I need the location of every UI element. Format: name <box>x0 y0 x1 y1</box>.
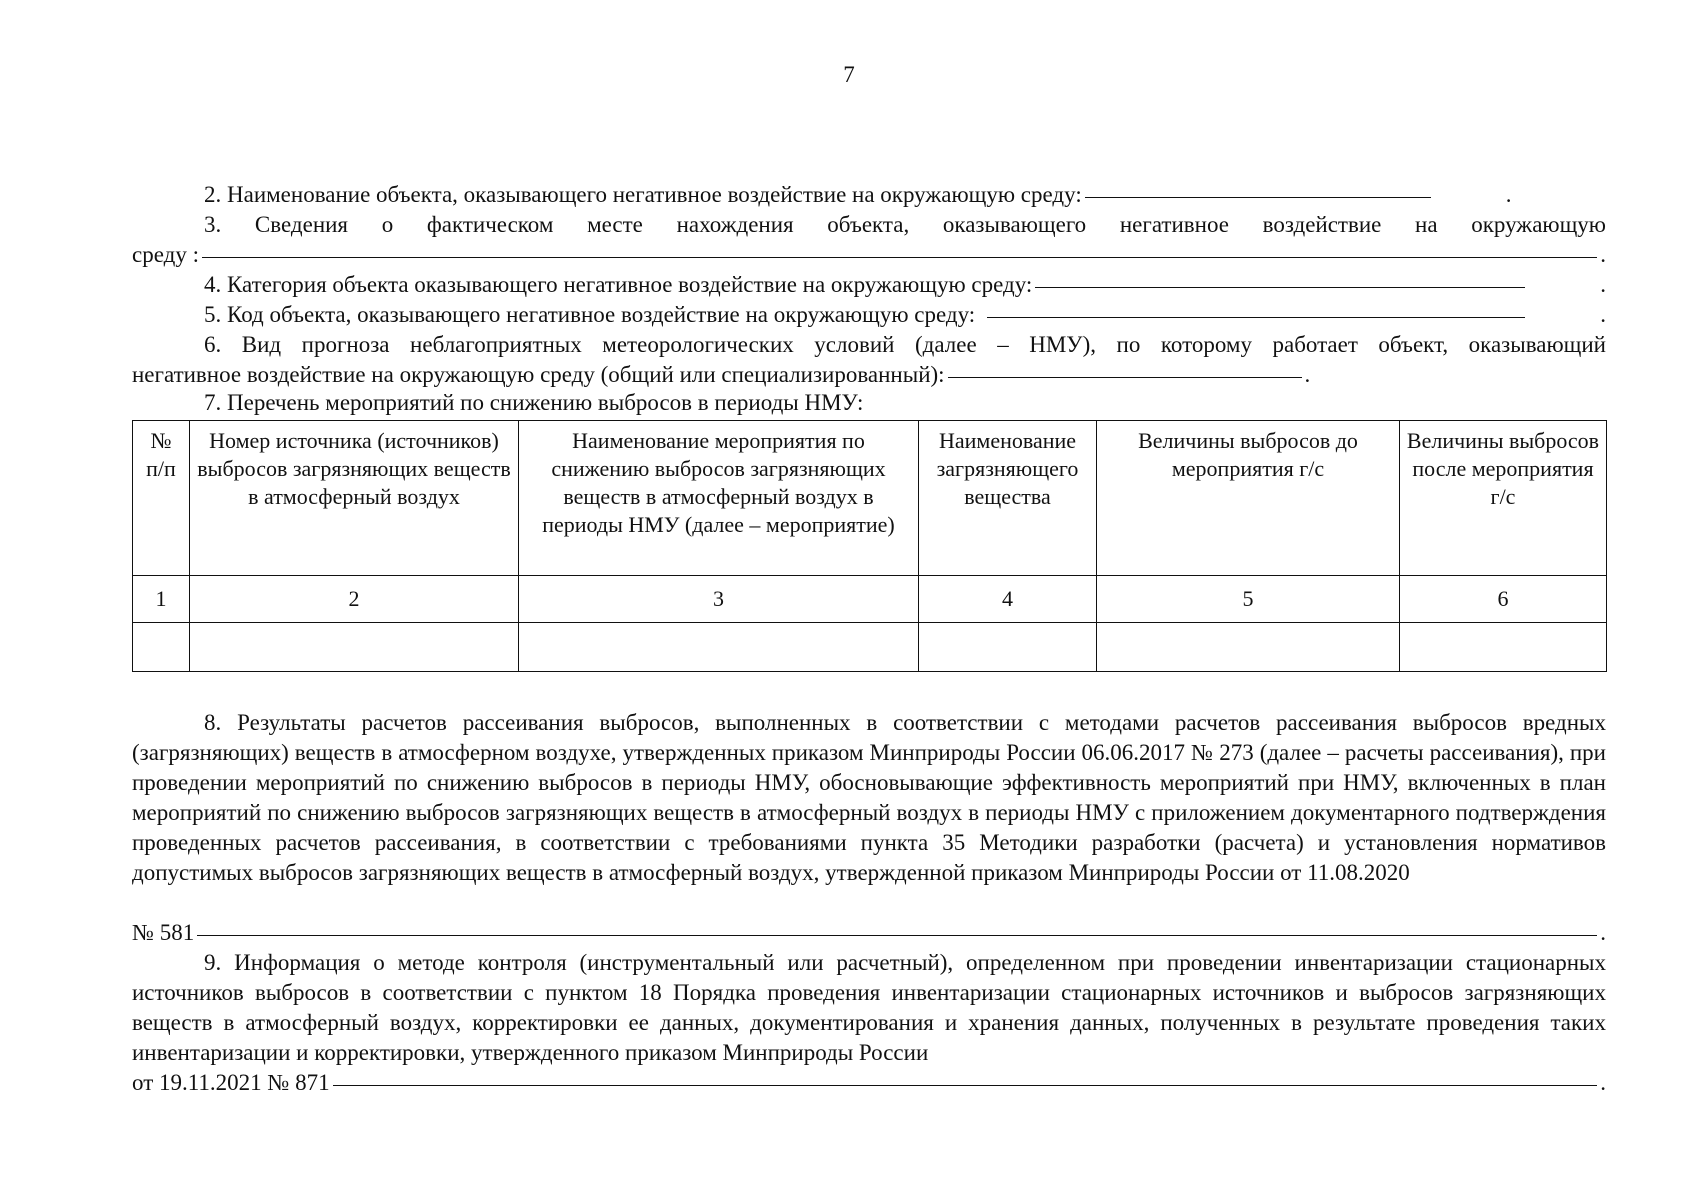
item-4 <box>132 270 1606 300</box>
item-8-text: 8. Результаты расчетов рассеивания выбросов, выполненных в соответствии с методами расчетов рассеивания выбросов вредных (загрязняющих) веществ в атмосферном воздухе, утвержденных приказом Минприроды России 06.06.2017 № 273 (далее – расчеты рассеивания), при проведении мероприятий по снижению выбросов в периоды НМУ, обосновывающие эффективность мероприятий при НМУ, включенных в план мероприятий по снижению выбросов загрязняющих веществ в атмосферный воздух в периоды НМУ с приложением документарного подтверждения проведенных расчетов рассеивания, в соответствии с требованиями пункта 35 Методики разработки (расчета) и установления нормативов допустимых выбросов загрязняющих веществ в атмосферный воздух, утвержденной приказом Минприроды России от 11.08.2020 <box>132 710 1606 885</box>
header-measure: Наименование мероприятия по снижению выбросов загрязняющих веществ в атмосферный воздух в периоды НМУ (далее – мероприятие) <box>519 421 919 576</box>
item-8-dot: . <box>1600 920 1606 945</box>
empty-cell <box>1400 623 1607 672</box>
item-4-text: 4. Категория объекта оказывающего негативное воздействие на окружающую среду: <box>204 272 1033 297</box>
column-number-cell: 6 <box>1400 576 1607 623</box>
column-number-cell: 3 <box>519 576 919 623</box>
item-5 <box>132 300 1606 330</box>
item-3-text: среду : <box>132 242 199 267</box>
item-3-line2 <box>132 240 1606 270</box>
item-6-text: негативное воздействие на окружающую среду (общий или специализированный): <box>132 362 945 387</box>
item-3-dot: . <box>1600 242 1606 267</box>
item-5-text: 5. Код объекта, оказывающего негативное воздействие на окружающую среду: <box>204 302 976 327</box>
header-emissions-before: Величины выбросов до мероприятия г/с <box>1097 421 1400 576</box>
item-9-dot: . <box>1600 1070 1606 1095</box>
item-8-tail-text: № 581 <box>132 920 195 945</box>
item-8-blank <box>197 934 1597 936</box>
empty-cell <box>1097 623 1400 672</box>
empty-cell <box>519 623 919 672</box>
empty-cell <box>919 623 1097 672</box>
item-5-dot: . <box>1600 302 1606 327</box>
empty-cell <box>190 623 519 672</box>
empty-cell <box>133 623 190 672</box>
column-number-cell: 1 <box>133 576 190 623</box>
header-pollutant: Наименование загрязняющего вещества <box>919 421 1097 576</box>
item-9-text: 9. Информация о методе контроля (инструментальный или расчетный), определенном при проведении инвентаризации стационарных источников выбросов в соответствии с пунктом 18 Порядка проведения инвентаризации стационарных источников и выбросов загрязняющих веществ в атмосферный воздух, корректировки ее данных, документирования и хранения данных, полученных в результате проведения таких инвентаризации и корректировки, утвержденного приказом Минприроды России <box>132 950 1606 1065</box>
item-7: 7. Перечень мероприятий по снижению выбросов в периоды НМУ: <box>204 390 864 415</box>
item-5-blank <box>987 316 1525 318</box>
item-6-dot: . <box>1304 362 1311 387</box>
item-9-tail <box>132 1068 1606 1098</box>
item-2-blank <box>1085 196 1431 198</box>
item-9-tail-text: от 19.11.2021 № 871 <box>132 1070 330 1095</box>
item-6-line1: 6. Вид прогноза неблагоприятных метеорологических условий (далее – НМУ), по которому работает объект, оказывающий <box>204 332 1606 357</box>
header-emissions-after: Величины выбросов после мероприятия г/с <box>1400 421 1607 576</box>
item-2-text: 2. Наименование объекта, оказывающего негативное воздействие на окружающую среду: <box>204 182 1082 207</box>
measures-table <box>132 420 1607 672</box>
item-6-line2 <box>132 360 1606 390</box>
column-number-cell: 4 <box>919 576 1097 623</box>
item-8-tail <box>132 918 1606 948</box>
column-number-cell: 2 <box>190 576 519 623</box>
column-number-cell: 5 <box>1097 576 1400 623</box>
item-4-blank <box>1035 286 1525 288</box>
table-header-row <box>133 421 1607 576</box>
item-2-dot: . <box>1505 182 1512 207</box>
item-2 <box>132 180 1606 210</box>
table-empty-row <box>133 623 1607 672</box>
item-6-blank <box>948 376 1302 378</box>
item-9-blank <box>333 1084 1598 1086</box>
header-number: № п/п <box>133 421 190 576</box>
table-column-numbers-row <box>133 576 1607 623</box>
item-3-line1: 3. Сведения о фактическом месте нахождения объекта, оказывающего негативное воздействие на окружающую <box>204 212 1606 237</box>
header-source: Номер источника (источников) выбросов загрязняющих веществ в атмосферный воздух <box>190 421 519 576</box>
item-3-blank <box>202 256 1597 258</box>
page-number: 7 <box>843 62 855 87</box>
item-4-dot: . <box>1600 272 1606 297</box>
